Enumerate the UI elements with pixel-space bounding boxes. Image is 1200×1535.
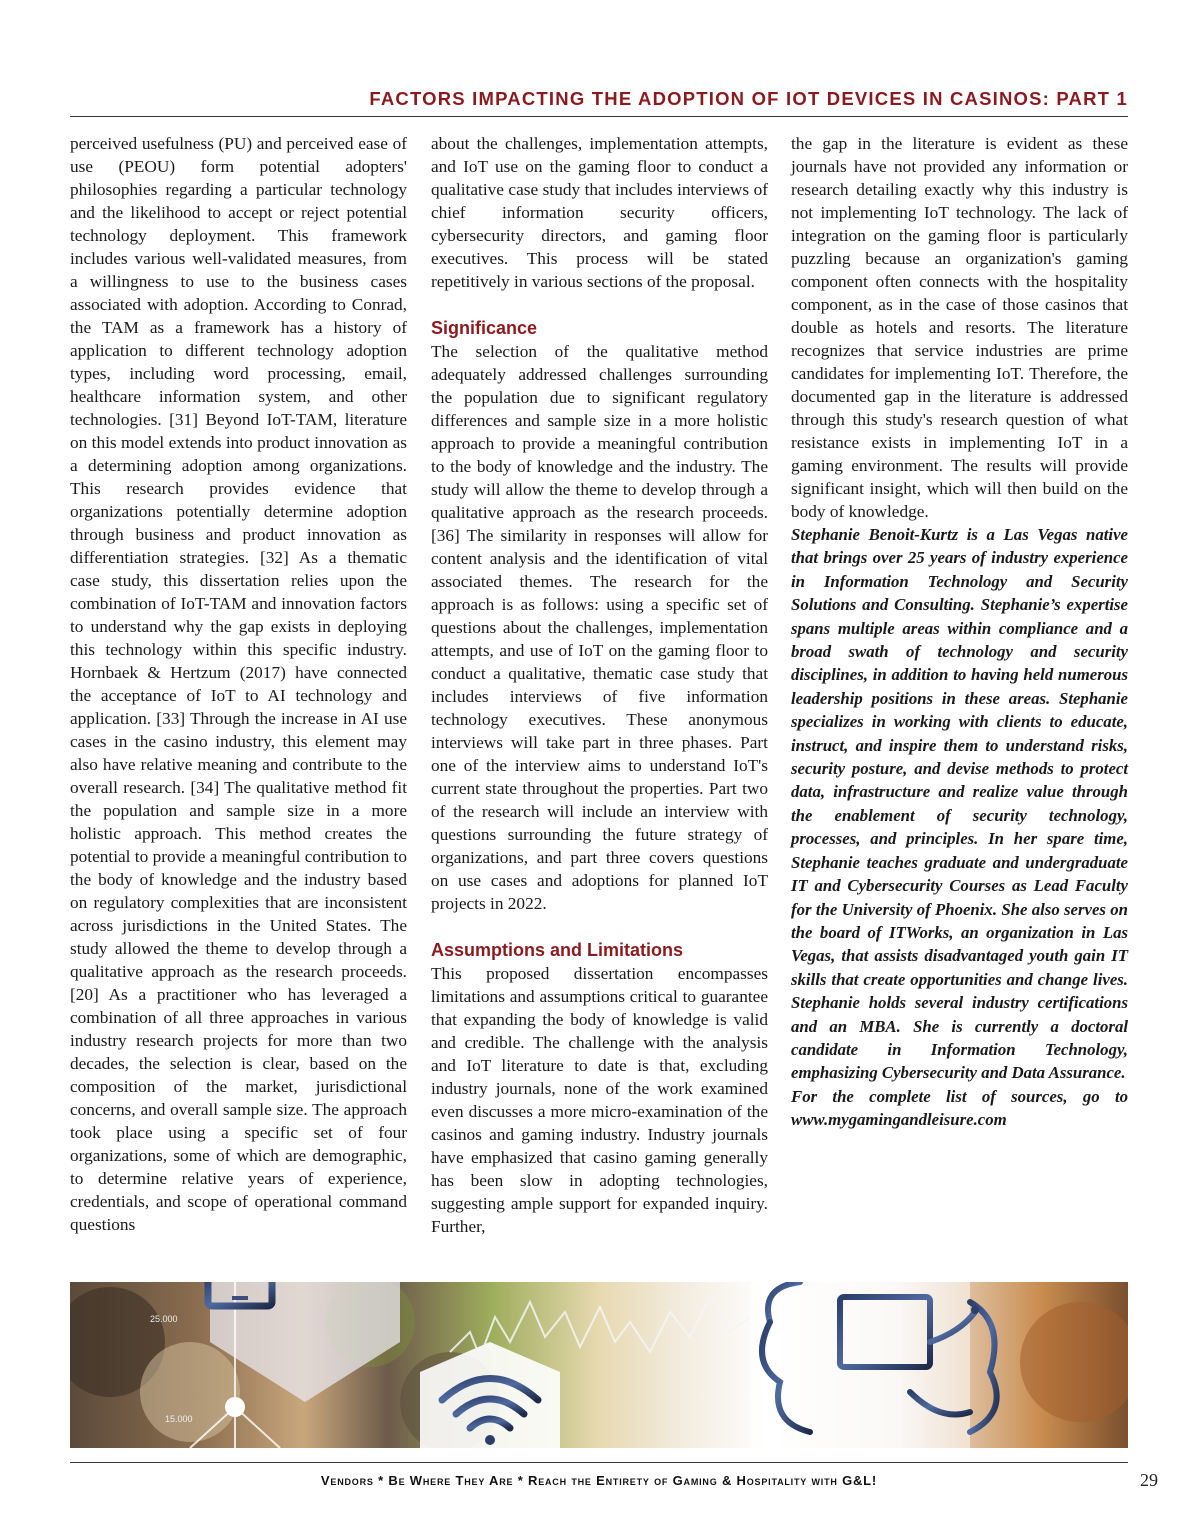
network-node-icon [225, 1397, 245, 1417]
body-paragraph: perceived usefulness (PU) and perceived ease of use (PEOU) form potential adopters' philosophies regarding a particular technology and the likelihood to accept or reject potential technology deployment. This framework includes various well-validated measures, from a willingness to use to the business cases associated with adoption. According to Conrad, the TAM as a framework has a history of application to different technology adoption types, including word processing, email, healthcare information system, and other technologies. [31] Beyond IoT-TAM, literature on this model extends into product innovation as a determining adoption among organizations. This research provides evidence that organizations potentially determine adoption through business and product innovation as differentiation strategies. [32] As a thematic case study, this dissertation relies upon the combination of IoT-TAM and innovation factors to understand why the gap exists in deploying this technology within this specific industry. Hornbaek & Hertzum (2017) have connected the acceptance of IoT to AI technology and application. [33] Through the increase in AI use cases in the casino industry, this element may also have relative meaning and contribute to the overall research. [34] The qualitative method fit the population and sample size in a more holistic approach. This method creates the potential to provide a meaningful contribution to the body of knowledge and the industry based on regulatory complexities that are inconsistent across jurisdictions in the United States. The study allowed the theme to develop through a qualitative approach as the research proceeds. [20] As a practitioner who has leveraged a combination of all three approaches in various industry research projects for more than two decades, the selection is clear, based on the composition of the market, jurisdictional concerns, and overall sample size. The approach took place using a specific set of four organizations, some of which are demographic, to determine relative years of experience, credentials, and scope of operational command questions [70, 134, 407, 1234]
section-heading-assumptions: Assumptions and Limitations [431, 940, 684, 960]
article-column-1 [70, 132, 407, 1236]
banner-tick-label: 15.000 [165, 1414, 193, 1424]
body-paragraph: the gap in the literature is evident as these journals have not provided any information or research detailing exactly why this industry is not implementing IoT technology. The lack of integration on the gaming floor is particularly puzzling because an organization's gaming component often connects with the hospitality component, as in the case of those casinos that double as hotels and resorts. The literature recognizes that service industries are prime candidates for implementing IoT. Therefore, the documented gap in the literature is addressed through this study's research question of what resistance exists in implementing IoT in a gaming environment. The results will provide significant insight, which will then build on the body of knowledge. [791, 134, 1128, 521]
article-column-3 [791, 132, 1128, 1132]
sources-note: For the complete list of sources, go to www.mygamingandleisure.com [791, 1086, 1128, 1130]
banner-graphics [70, 1282, 1128, 1448]
footer-divider [70, 1462, 1128, 1463]
body-paragraph: about the challenges, implementation attempts, and IoT use on the gaming floor to conduct a qualitative case study that includes interviews of chief information security officers, cybersecurity directors, and gaming floor executives. This process will be stated repetitively in various sections of the proposal. [431, 134, 768, 291]
body-paragraph: The selection of the qualitative method adequately addressed challenges surrounding the population due to significant regulatory differences and sample size in a more holistic approach to provide a meaningful contribution to the body of knowledge and the industry. The study will allow the theme to develop through a qualitative approach as the research proceeds. [36] The similarity in responses will allow for content analysis and the identification of vital associated themes. The research for the approach is as follows: using a specific set of questions about the challenges, implementation attempts, and use of IoT on the gaming floor to conduct a qualitative, thematic case study that includes interviews of five information technology executives. These anonymous interviews will take part in three phases. Part one of the interview aims to understand IoT's current state throughout the properties. Part two of the research will include an interview with questions surrounding the future strategy of organizations, and part three covers questions on use cases and adoptions for planned IoT projects in 2022. [431, 342, 768, 913]
section-heading-significance: Significance [431, 318, 538, 338]
decorative-banner-image [70, 1282, 1128, 1448]
body-paragraph: This proposed dissertation encompasses limitations and assumptions critical to guarantee that expanding the body of knowledge is valid and credible. The challenge with the analysis and IoT literature to date is that, excluding industry journals, none of the work examined even discusses a more micro-examination of the casinos and gaming industry. Industry journals have emphasized that casino gaming generally has been slow in adopting technologies, suggesting ample support for expanded inquiry. Further, [431, 964, 768, 1236]
article-column-2 [431, 132, 768, 1238]
page-number: 29 [1140, 1470, 1158, 1490]
running-title: FACTORS IMPACTING THE ADOPTION OF IOT DEVICES IN CASINOS: PART 1 [369, 88, 1128, 109]
banner-tick-label: 25.000 [150, 1314, 178, 1324]
author-bio: Stephanie Benoit-Kurtz is a Las Vegas native that brings over 25 years of industry experience in Information Technology and Security Solutions and Consulting. Stephanie’s expertise spans multiple areas within compliance and a broad swath of technology and security disciplines, in addition to having held numerous leadership positions in these areas. Stephanie specializes in working with clients to educate, instruct, and inspire them to understand risks, security posture, and devise methods to protect data, infrastructure and realize value through the enablement of security technology, processes, and principles. In her spare time, Stephanie teaches graduate and undergraduate IT and Cybersecurity Courses as Lead Faculty for the University of Phoenix. She also serves on the board of ITWorks, an organization in Las Vegas, that assists disadvantaged youth gain IT skills that create opportunities and change lives. Stephanie holds several industry certifications and an MBA. She is currently a doctoral candidate in Information Technology, emphasizing Cybersecurity and Data Assurance. [791, 525, 1128, 1083]
footer-tagline: Vendors * Be Where They Are * Reach the Entirety of Gaming & Hospitality with G&L! [320, 1473, 878, 1488]
title-divider [70, 116, 1128, 117]
